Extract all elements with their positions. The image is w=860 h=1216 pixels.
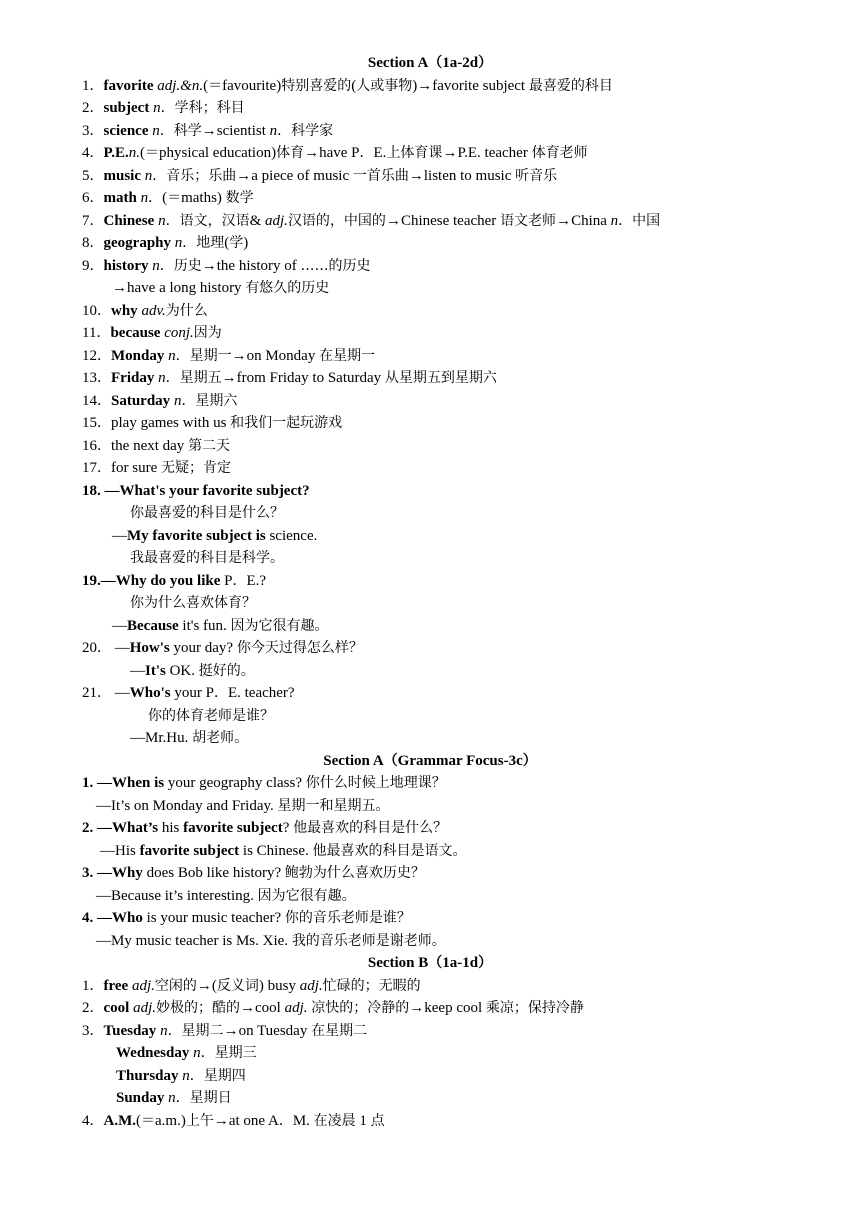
vocab-line <box>0 1020 860 1043</box>
line-text: ．科学家 <box>277 122 334 139</box>
line-text: ．星期四 <box>189 1067 246 1084</box>
bold-text: P.E. <box>103 145 129 161</box>
vocab-line <box>0 997 860 1020</box>
line-text: —Because it’s interesting. 因为它很有趣。 <box>96 887 356 904</box>
bold-text: Monday <box>111 347 165 364</box>
line-text: 10． <box>82 302 111 319</box>
bold-text: free <box>103 977 129 994</box>
section-heading <box>0 952 860 975</box>
part-of-speech-text: adv. <box>141 302 166 319</box>
part-of-speech-text: n <box>144 167 153 184</box>
line-text: 15． <box>82 415 111 431</box>
line-text: 2． <box>82 1000 104 1016</box>
bold-text: Saturday <box>111 392 171 409</box>
line-text: for sure 无疑；肯定 <box>111 460 231 476</box>
line-text: 忙碌的；无暇的 <box>322 977 421 994</box>
line-text: (＝favourite)特别喜爱的(人或事物)→favorite subject 最喜爱的科目 <box>203 77 613 94</box>
line-text: —My music teacher is Ms. Xie. 我的音乐老师是谢老师。 <box>96 932 446 949</box>
line-text: 凉快的；冷静的→keep cool 乘凉；保持冷静 <box>311 1000 584 1016</box>
part-of-speech-text: adj. <box>284 1000 308 1016</box>
line-text: ．星期日 <box>175 1090 232 1106</box>
bold-text: Tuesday <box>103 1022 157 1039</box>
line-text: 20． — <box>82 640 130 656</box>
line-text: — <box>130 662 145 679</box>
bold-text: 3. — <box>82 865 112 881</box>
vocab-line <box>0 930 860 953</box>
line-text: ．(＝maths) 数学 <box>148 190 254 206</box>
line-text: 1． <box>82 77 104 94</box>
bold-text: subject <box>103 100 150 116</box>
bold-text: A.M. <box>103 1112 136 1129</box>
line-text: — <box>112 617 127 634</box>
line-text: is your music teacher? 你的音乐老师是谁？ <box>142 910 411 926</box>
line-text: 我最喜爱的科目是科学。 <box>130 550 284 566</box>
line-text: 为什么 <box>165 302 208 319</box>
line-text: 4． <box>82 145 104 161</box>
bold-text: Chinese <box>103 212 155 229</box>
part-of-speech-text: adj. <box>133 1000 156 1016</box>
vocab-line <box>0 975 860 998</box>
bold-text: It's <box>145 662 166 679</box>
bold-text: geography <box>103 235 171 251</box>
line-text: 汉语的，中国的→Chinese teacher 语文老师→China <box>287 212 611 229</box>
line-text: 11． <box>82 325 111 341</box>
line-text: →have a long history 有悠久的历史 <box>112 280 330 296</box>
part-of-speech-text: n <box>610 212 619 229</box>
vocab-line <box>0 165 860 188</box>
line-text: 14． <box>82 392 111 409</box>
bold-text: What's your favorite subject? <box>119 482 310 499</box>
bold-text: 18. — <box>82 482 120 499</box>
vocab-line <box>0 1087 860 1110</box>
line-text: 3． <box>82 122 104 139</box>
line-text: ．星期六 <box>181 392 238 409</box>
document-page <box>0 52 860 1132</box>
part-of-speech-text: n <box>153 100 161 116</box>
line-text: ．中国 <box>618 212 661 229</box>
line-text: 你为什么喜欢体育？ <box>130 595 256 611</box>
vocab-line <box>0 390 860 413</box>
line-text: ．科学→scientist <box>159 122 270 139</box>
line-text: —Mr.Hu. 胡老师。 <box>130 730 249 746</box>
line-text: it's fun. 因为它很有趣。 <box>178 617 329 634</box>
vocab-line <box>0 300 860 323</box>
line-text: play games with us 和我们一起玩游戏 <box>111 415 343 431</box>
line-text: 17． <box>82 460 111 476</box>
line-text: Section B（1a-1d） <box>367 955 493 971</box>
line-text: ．语文，汉语& <box>165 212 266 229</box>
line-text: 你的体育老师是谁？ <box>148 707 274 724</box>
bold-text: science <box>103 122 149 139</box>
vocab-line <box>0 75 860 98</box>
line-text: the next day 第二天 <box>111 437 231 454</box>
vocab-line <box>0 660 860 683</box>
line-text: —It’s on Monday and Friday. 星期一和星期五。 <box>96 797 390 814</box>
part-of-speech-text: n <box>140 190 149 206</box>
line-text: 21． — <box>82 685 130 701</box>
vocab-line <box>0 142 860 165</box>
part-of-speech-text: adj. <box>265 212 288 229</box>
vocab-line <box>0 277 860 300</box>
line-text: — <box>112 527 127 544</box>
bold-text: favorite <box>103 77 154 94</box>
bold-text: Who <box>112 910 143 926</box>
part-of-speech-text: n <box>168 1090 176 1106</box>
vocab-line <box>0 862 860 885</box>
line-text: ．星期一→on Monday 在星期一 <box>175 347 376 364</box>
line-text: 妙极的；酷的→cool <box>156 1000 285 1016</box>
bold-text: Thursday <box>116 1067 179 1084</box>
part-of-speech-text: n <box>174 235 183 251</box>
line-text: (＝physical education)体育→have P．E.上体育课→P.E. teacher 体育老师 <box>140 145 588 161</box>
line-text: ．音乐；乐曲→a piece of music 一首乐曲→listen to music 听音乐 <box>152 167 558 184</box>
vocab-line <box>0 547 860 570</box>
line-text: 16． <box>82 437 111 454</box>
line-text: does Bob like history? 鲍勃为什么喜欢历史？ <box>142 865 425 881</box>
vocab-line <box>0 187 860 210</box>
line-text: ．星期五→from Friday to Saturday 从星期五到星期六 <box>165 370 497 386</box>
line-text: ? 他最喜欢的科目是什么？ <box>282 820 448 836</box>
vocab-line <box>0 435 860 458</box>
bold-text: Who's <box>129 685 171 701</box>
vocab-line <box>0 1065 860 1088</box>
part-of-speech-text: n <box>182 1067 190 1084</box>
line-text: 8． <box>82 235 104 251</box>
line-text: (＝a.m.)上午→at one A．M. 在凌晨 1 点 <box>136 1112 385 1129</box>
bold-text: because <box>110 325 161 341</box>
bold-text: Sunday <box>116 1090 165 1106</box>
vocab-line <box>0 120 860 143</box>
bold-text: Friday <box>111 370 155 386</box>
vocab-line <box>0 345 860 368</box>
section-heading <box>0 750 860 773</box>
line-text: ．星期三 <box>200 1045 257 1061</box>
line-text: ．历史→the history of ……的历史 <box>159 257 371 274</box>
vocab-line <box>0 592 860 615</box>
bold-text: 4. — <box>82 910 112 926</box>
vocab-line <box>0 525 860 548</box>
bold-text: 2. — <box>82 820 112 836</box>
vocab-line <box>0 885 860 908</box>
line-text: OK. 挺好的。 <box>165 662 255 679</box>
bold-text: How's <box>129 640 170 656</box>
line-text: 5． <box>82 167 104 184</box>
bold-text: When is <box>112 775 165 791</box>
part-of-speech-text: n <box>160 1022 168 1039</box>
vocab-line <box>0 772 860 795</box>
vocab-line <box>0 1042 860 1065</box>
vocab-line <box>0 840 860 863</box>
line-text: —His <box>100 842 140 859</box>
part-of-speech-text: n <box>269 122 278 139</box>
vocab-line <box>0 97 860 120</box>
vocab-line <box>0 637 860 660</box>
vocab-line <box>0 255 860 278</box>
line-text: ．星期二→on Tuesday 在星期二 <box>167 1022 368 1039</box>
line-text: your day? 你今天过得怎么样？ <box>169 640 363 656</box>
line-text: ．学科；科目 <box>160 100 245 116</box>
part-of-speech-text: adj. <box>131 977 155 994</box>
line-text: your P．E. teacher? <box>170 685 295 701</box>
bold-text: Wednesday <box>116 1045 190 1061</box>
vocab-line <box>0 682 860 705</box>
bold-text: 19.—Why do you like <box>82 572 221 589</box>
part-of-speech-text: conj. <box>164 325 194 341</box>
line-text: Section A（Grammar Focus-3c） <box>323 752 537 769</box>
line-text: 因为 <box>193 325 222 341</box>
line-text: is Chinese. 他最喜欢的科目是语文。 <box>239 842 467 859</box>
bold-text: 1. — <box>82 775 112 791</box>
line-text: 1． <box>82 977 104 994</box>
part-of-speech-text: n <box>158 370 166 386</box>
line-text: 12． <box>82 347 111 364</box>
line-text: P．E.? <box>220 572 267 589</box>
vocab-line <box>0 727 860 750</box>
line-text: 你最喜爱的科目是什么？ <box>130 505 284 521</box>
part-of-speech-text: n <box>158 212 166 229</box>
vocab-line <box>0 502 860 525</box>
vocab-line <box>0 570 860 593</box>
line-text: science. <box>265 527 318 544</box>
vocab-line <box>0 457 860 480</box>
part-of-speech-text: n. <box>128 145 141 161</box>
vocab-line <box>0 1110 860 1133</box>
bold-text: music <box>103 167 141 184</box>
line-text: 空闲的→(反义词) busy <box>154 977 300 994</box>
bold-text: favorite subject <box>183 820 283 836</box>
vocab-line <box>0 705 860 728</box>
bold-text: history <box>103 257 149 274</box>
bold-text: Because <box>127 617 179 634</box>
vocab-line <box>0 795 860 818</box>
section-heading <box>0 52 860 75</box>
line-text: ．地理(学) <box>182 235 249 251</box>
vocab-line <box>0 480 860 503</box>
bold-text: My favorite subject is <box>127 527 266 544</box>
bold-text: why <box>111 302 138 319</box>
part-of-speech-text: adj.&n. <box>157 77 204 94</box>
line-text: your geography class? 你什么时候上地理课？ <box>164 775 446 791</box>
line-text: 4． <box>82 1112 104 1129</box>
vocab-line <box>0 322 860 345</box>
part-of-speech-text: n <box>173 392 182 409</box>
vocab-line <box>0 232 860 255</box>
line-text: 9． <box>82 257 104 274</box>
bold-text: math <box>103 190 137 206</box>
line-text: 6． <box>82 190 104 206</box>
vocab-line <box>0 615 860 638</box>
line-text: Section A（1a-2d） <box>367 55 493 71</box>
vocab-line <box>0 907 860 930</box>
part-of-speech-text: n <box>152 122 160 139</box>
bold-text: cool <box>103 1000 130 1016</box>
part-of-speech-text: n <box>193 1045 201 1061</box>
vocab-line <box>0 367 860 390</box>
vocab-line <box>0 210 860 233</box>
line-text: 3． <box>82 1022 104 1039</box>
line-text: 7． <box>82 212 104 229</box>
vocab-line <box>0 412 860 435</box>
bold-text: Why <box>112 865 143 881</box>
part-of-speech-text: adj. <box>299 977 323 994</box>
line-text: 2． <box>82 100 104 116</box>
vocab-line <box>0 817 860 840</box>
bold-text: favorite subject <box>139 842 240 859</box>
line-text: 13． <box>82 370 111 386</box>
line-text: his <box>158 820 184 836</box>
part-of-speech-text: n <box>152 257 160 274</box>
bold-text: What’s <box>112 820 159 836</box>
part-of-speech-text: n <box>168 347 176 364</box>
